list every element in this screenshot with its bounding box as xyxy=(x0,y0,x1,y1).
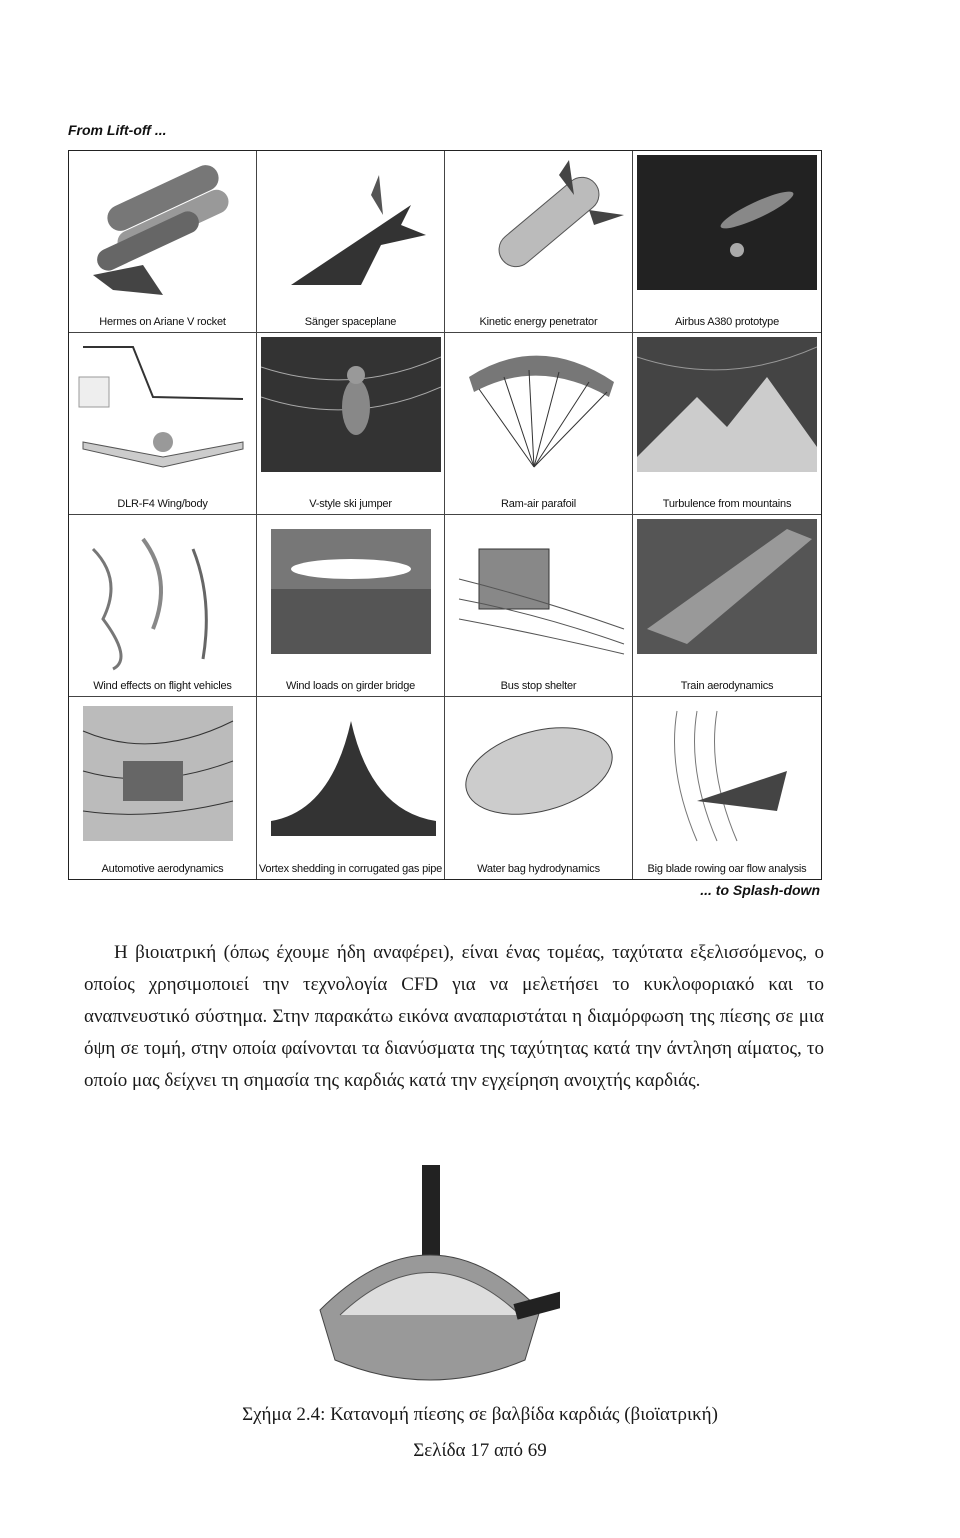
grid-cell-automotive xyxy=(69,697,257,879)
caption-ski: V-style ski jumper xyxy=(309,498,392,510)
page-number: Σελίδα 17 από 69 xyxy=(413,1440,547,1461)
caption-girder: Wind loads on girder bridge xyxy=(285,680,416,692)
train-illustration xyxy=(637,519,817,677)
water-bag-illustration xyxy=(449,701,629,859)
caption-wind-vehicles: Wind effects on flight vehicles xyxy=(93,680,232,692)
vortex-shedding-illustration xyxy=(261,701,441,859)
grid-cell-a380 xyxy=(633,151,821,333)
from-liftoff-label: From Lift-off ... xyxy=(68,122,167,138)
automotive-illustration xyxy=(73,701,253,859)
grid-cell-vortex xyxy=(257,697,445,879)
grid-cell-ariane xyxy=(69,151,257,333)
wind-flight-illustration xyxy=(73,519,253,677)
grid-cell-girder xyxy=(257,515,445,697)
to-splashdown-label: ... to Splash-down xyxy=(700,882,820,898)
grid-cell-water-bag xyxy=(445,697,633,879)
penetrator-illustration xyxy=(449,155,629,313)
spaceplane-illustration xyxy=(261,155,441,313)
parafoil-illustration xyxy=(449,337,629,495)
caption-automotive: Automotive aerodynamics xyxy=(101,863,224,875)
grid-cell-penetrator xyxy=(445,151,633,333)
caption-bus-stop: Bus stop shelter xyxy=(500,680,577,692)
cfd-applications-grid xyxy=(68,150,822,880)
grid-cell-dlr xyxy=(69,333,257,515)
caption-sanger: Sänger spaceplane xyxy=(304,316,397,328)
grid-cell-bus-stop xyxy=(445,515,633,697)
figure-caption: Σχήμα 2.4: Κατανομή πίεσης σε βαλβίδα καρδιάς (βιοϊατρική) xyxy=(242,1404,718,1425)
body-paragraph: Η βιοιατρική (όπως έχουμε ήδη αναφέρει), είναι ένας τομέας, ταχύτατα εξελισσόμενος, ο οποίος χρησιμοποιεί την τεχνολογία CFD για να μελετήσει το κυκλοφοριακό και το αναπνευστικό σύστημα. Στην παρακάτω εικόνα αναπαριστάται η διαμόρφωση της πίεσης σε μια όψη σε τομή, στην οποία φαίνονται τα διανύσματα της ταχύτητας κατά την άντληση αίματος, το οποίο μας δείχνει τη σημασία της καρδιάς κατά την εγχείρηση ανοιχτής καρδιάς. xyxy=(84,942,824,1091)
grid-cell-train xyxy=(633,515,821,697)
dlr-wing-body-illustration xyxy=(73,337,253,495)
caption-penetrator: Kinetic energy penetrator xyxy=(479,316,598,328)
grid-cell-sanger xyxy=(257,151,445,333)
caption-train: Train aerodynamics xyxy=(680,680,774,692)
caption-oar: Big blade rowing oar flow analysis xyxy=(647,863,807,875)
caption-vortex: Vortex shedding in corrugated gas pipe xyxy=(258,863,443,875)
caption-parafoil: Ram-air parafoil xyxy=(500,498,577,510)
grid-cell-wind-vehicles xyxy=(69,515,257,697)
a380-illustration xyxy=(637,155,817,313)
caption-dlr: DLR-F4 Wing/body xyxy=(117,498,208,510)
grid-cell-mountains xyxy=(633,333,821,515)
bus-stop-illustration xyxy=(449,519,629,677)
caption-mountains: Turbulence from mountains xyxy=(662,498,792,510)
grid-cell-ski xyxy=(257,333,445,515)
girder-bridge-illustration xyxy=(261,519,441,677)
caption-water-bag: Water bag hydrodynamics xyxy=(477,863,600,875)
caption-a380: Airbus A380 prototype xyxy=(674,316,780,328)
heart-valve-figure xyxy=(300,1160,560,1410)
grid-cell-parafoil xyxy=(445,333,633,515)
rowing-oar-illustration xyxy=(637,701,817,859)
ariane-rocket-illustration xyxy=(73,155,253,313)
grid-cell-oar xyxy=(633,697,821,879)
mountain-turbulence-illustration xyxy=(637,337,817,495)
caption-ariane: Hermes on Ariane V rocket xyxy=(99,316,226,328)
ski-jumper-illustration xyxy=(261,337,441,495)
